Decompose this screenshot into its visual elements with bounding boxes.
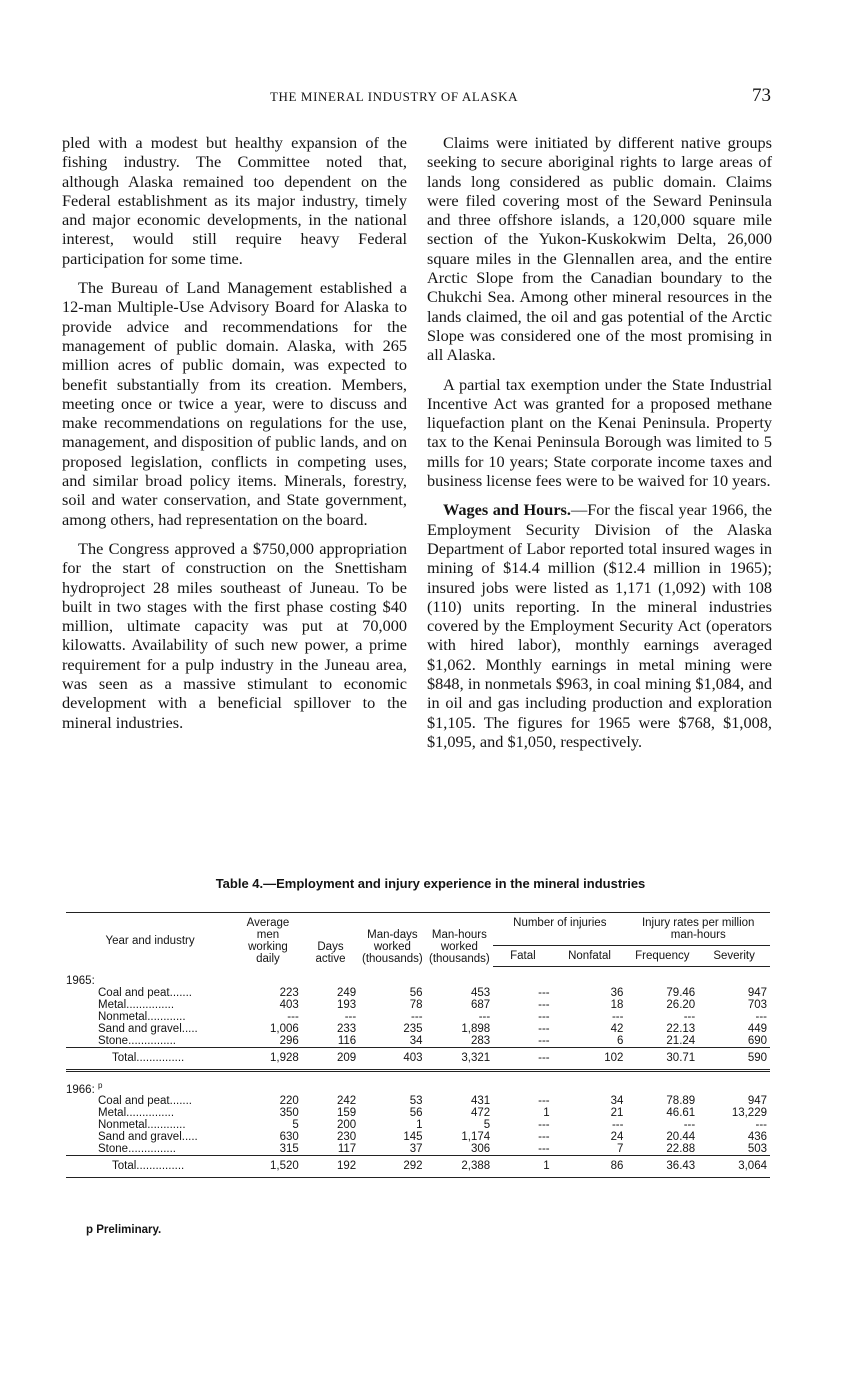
cell: 223 [279, 986, 299, 999]
cell: 18 [610, 998, 624, 1011]
cell: 24 [610, 1131, 624, 1144]
cell: 1,928 [234, 1047, 302, 1070]
paragraph: The Bureau of Land Management established a 12-man Multiple-Use Advisory Board for Alaska to provide advice and recommendations for the management of public domain. Alaska, with 265 million acres of public domain, was expected to benefit substantially from its creation. Members, meeting once or twice a year, were to discuss and make recommendations on regulations for the use, management, and disposition of public lands, and on proposed legislation, conflicts in competing uses, and similar broad policy items. Minerals, forestry, soil and water conservation, and State government, among others, had representation on the board. [62, 278, 407, 529]
header-injury-rates: Injury rates per million man-hours [626, 913, 770, 946]
table-row [66, 1011, 770, 1023]
cell: 34 [409, 1034, 423, 1047]
table-row [66, 1023, 770, 1035]
table-row [66, 1119, 770, 1131]
header-number-of-injuries: Number of injuries [493, 913, 626, 946]
cell: 21.24 [666, 1034, 696, 1047]
header-avg-men: Average men working daily [234, 913, 302, 967]
dot-leader: ............... [126, 998, 175, 1011]
table-row [66, 1035, 770, 1048]
cell: 449 [747, 1022, 767, 1035]
cell: 22.13 [666, 1022, 696, 1035]
dot-leader: ..... [181, 1131, 198, 1144]
cell: --- [344, 1010, 357, 1023]
paragraph: pled with a modest but healthy expansion of the fishing industry. The Committee noted that, although Alaska remained too dependent on the Federal establishment as its major industry, timely and major economic developments, in the national interest, would still require heavy Federal participation for some time. [62, 133, 407, 268]
industry-cell: Sand and gravel..... [98, 1022, 198, 1035]
header-nonfatal: Nonfatal [553, 946, 627, 966]
cell: 1 [416, 1119, 423, 1132]
cell: 5 [483, 1119, 491, 1132]
table-row [66, 1107, 770, 1119]
cell: 690 [747, 1034, 767, 1047]
year-label: 1966: [66, 1083, 95, 1096]
cell: 233 [337, 1022, 357, 1035]
cell: 5 [292, 1119, 299, 1132]
header-days-active: Days active [302, 913, 359, 967]
cell: 192 [302, 1156, 359, 1178]
cell: 230 [337, 1131, 357, 1144]
cell: 20.44 [666, 1131, 696, 1144]
cell: --- [538, 1010, 550, 1023]
industry-cell: Sand and gravel..... [98, 1131, 198, 1144]
header-year-industry: Year and industry [66, 913, 234, 967]
cell: 403 [359, 1047, 425, 1070]
cell: 472 [471, 1107, 491, 1120]
cell: --- [538, 1119, 550, 1132]
table-row [66, 1095, 770, 1107]
cell: 21 [610, 1107, 624, 1120]
cell: --- [683, 1010, 696, 1023]
cell: --- [755, 1010, 767, 1023]
cell: 292 [359, 1156, 425, 1178]
table-row [66, 1131, 770, 1143]
dot-leader: ............... [128, 1034, 176, 1047]
industry-cell: Coal and peat....... [98, 1095, 192, 1108]
paragraph-text: —For the fiscal year 1966, the Employment Security Division of the Alaska Department of Labor reported total insured wages in mining of $14.4 million ($12.4 million in 1965); insured jobs were listed as 1,171 (1,092) with 108 (110) units reporting. In the mineral industries covered by the Employment Security Act (operators with hired labor), monthly earnings averaged $1,062. Monthly earnings in metal mining were $848, in nonmetals $963, in coal mining $1,084, and in oil and gas including production and exploration $1,105. The figures for 1965 were $768, $1,008, $1,095, and $1,050, respectively. [427, 500, 772, 751]
cell: 36.43 [626, 1156, 698, 1178]
cell: 249 [337, 986, 357, 999]
year-row [66, 1070, 770, 1095]
cell: --- [538, 1022, 550, 1035]
table-row [66, 987, 770, 999]
page-number: 73 [752, 85, 771, 106]
cell: 56 [409, 986, 423, 999]
industry-cell: Metal............... [98, 1107, 175, 1120]
cell: 2,388 [426, 1156, 494, 1178]
cell: 1,898 [461, 1022, 491, 1035]
cell: 6 [617, 1034, 624, 1047]
running-title: THE MINERAL INDUSTRY OF ALASKA [270, 89, 519, 104]
cell: 200 [337, 1119, 357, 1132]
cell: 1 [543, 1107, 550, 1120]
cell: --- [538, 1143, 550, 1156]
dot-leader: ............... [128, 1143, 176, 1156]
cell: 3,321 [426, 1047, 494, 1070]
cell: --- [538, 986, 550, 999]
cell: 13,229 [731, 1107, 767, 1120]
cell: 630 [279, 1131, 299, 1144]
total-row [66, 1156, 770, 1178]
cell: --- [538, 998, 550, 1011]
cell: 78 [409, 998, 423, 1011]
cell: 220 [279, 1095, 299, 1108]
cell: 145 [403, 1131, 423, 1144]
dot-leader: ..... [181, 1022, 198, 1035]
cell: 86 [553, 1156, 627, 1178]
paragraph: The Congress approved a $750,000 appropriation for the start of construction on the Snettisham hydroproject 28 miles southeast of Juneau. To be built in two stages with the first phase costing $40 million, ultimate capacity was put at 70,000 kilowatts. Availability of such new power, a prime requirement for a pulp industry in the Juneau area, was seen as a massive stimulant to economic development with a beneficial spillover to the mineral industries. [62, 538, 407, 732]
employment-injury-table [66, 912, 770, 1178]
header-man-days: Man-days worked (thousands) [359, 913, 425, 967]
cell: --- [755, 1119, 767, 1132]
cell: 687 [471, 998, 491, 1011]
table-footnote: p Preliminary. [86, 1224, 162, 1236]
cell: 37 [409, 1143, 423, 1156]
cell: --- [611, 1119, 624, 1132]
industry-cell: Nonmetal............ [98, 1119, 186, 1132]
cell: --- [478, 1010, 491, 1023]
dot-leader: ....... [169, 986, 192, 999]
cell: 46.61 [666, 1107, 696, 1120]
cell: 42 [610, 1022, 624, 1035]
cell: 590 [698, 1047, 770, 1070]
cell: 947 [747, 986, 767, 999]
cell: 159 [337, 1107, 357, 1120]
cell: --- [538, 1131, 550, 1144]
industry-cell: Stone............... [98, 1143, 176, 1156]
cell: 431 [471, 1095, 491, 1108]
header-fatal: Fatal [493, 946, 552, 966]
industry-cell: Stone............... [98, 1034, 176, 1047]
cell: 209 [302, 1047, 359, 1070]
year-row [66, 966, 770, 987]
total-label: Total............... [66, 1047, 234, 1070]
cell: 242 [337, 1095, 357, 1108]
header-man-hours: Man-hours worked (thousands) [426, 913, 494, 967]
cell: 79.46 [666, 986, 696, 999]
cell: 283 [471, 1034, 491, 1047]
cell: --- [611, 1010, 624, 1023]
cell: 117 [337, 1143, 357, 1156]
cell: 947 [747, 1095, 767, 1108]
total-row [66, 1047, 770, 1070]
header-frequency: Frequency [626, 946, 698, 966]
dot-leader: ............ [147, 1119, 186, 1132]
cell: 116 [337, 1034, 357, 1047]
cell: 403 [279, 998, 299, 1011]
section-run-in-heading: Wages and Hours. [443, 500, 571, 520]
cell: 235 [403, 1022, 423, 1035]
table-title: Table 4.—Employment and injury experience in the mineral industries [215, 876, 646, 891]
cell: 36 [610, 986, 624, 999]
industry-cell: Metal............... [98, 998, 175, 1011]
cell: 22.88 [666, 1143, 696, 1156]
cell: 193 [337, 998, 357, 1011]
cell: 78.89 [666, 1095, 696, 1108]
cell: --- [493, 1047, 552, 1070]
preliminary-mark: p [97, 1080, 103, 1090]
dot-leader: ............... [126, 1107, 175, 1120]
total-label: Total............... [66, 1156, 234, 1178]
cell: --- [411, 1010, 423, 1023]
header-severity: Severity [698, 946, 770, 966]
year-label: 1965: [66, 974, 95, 987]
industry-cell: Coal and peat....... [98, 986, 192, 999]
cell: 436 [747, 1131, 767, 1144]
dot-leader: ............... [136, 1160, 185, 1173]
cell: 703 [747, 998, 767, 1011]
cell: 56 [409, 1107, 423, 1120]
cell: 350 [279, 1107, 299, 1120]
paragraph [427, 500, 772, 751]
cell: --- [538, 1034, 550, 1047]
cell: --- [538, 1095, 550, 1108]
left-column [62, 133, 407, 742]
cell: 1,006 [270, 1022, 299, 1035]
cell: 7 [617, 1143, 624, 1156]
cell: 306 [471, 1143, 491, 1156]
cell: 315 [279, 1143, 299, 1156]
industry-cell: Nonmetal............ [98, 1010, 186, 1023]
cell: --- [287, 1010, 299, 1023]
cell: 296 [279, 1034, 299, 1047]
cell: 34 [610, 1095, 624, 1108]
cell: 3,064 [698, 1156, 770, 1178]
paragraph: Claims were initiated by different native groups seeking to secure aboriginal rights to large areas of lands long considered as public domain. Claims were filed covering most of the Seward Peninsula and three offshore islands, a 120,000 square mile section of the Yukon-Kuskokwim Delta, 26,000 square miles in the Glennallen area, and the entire Arctic Slope from the Canadian boundary to the Chukchi Sea. Among other mineral resources in the lands claimed, the oil and gas potential of the Arctic Slope was considered one of the most promising in all Alaska. [427, 133, 772, 365]
paragraph: A partial tax exemption under the State Industrial Incentive Act was granted for a proposed methane liquefaction plant on the Kenai Peninsula. Property tax to the Kenai Peninsula Borough was limited to 5 mills for 10 years; State corporate income taxes and business license fees were to be waived for 10 years. [427, 374, 772, 491]
table-row [66, 1143, 770, 1156]
cell: 102 [553, 1047, 627, 1070]
right-column [427, 133, 772, 761]
dot-leader: ............ [147, 1010, 186, 1023]
cell: 503 [747, 1143, 767, 1156]
cell: 53 [409, 1095, 423, 1108]
table-row [66, 999, 770, 1011]
cell: 1 [493, 1156, 552, 1178]
cell: --- [683, 1119, 696, 1132]
dot-leader: ....... [169, 1095, 192, 1108]
cell: 30.71 [626, 1047, 698, 1070]
cell: 26.20 [666, 998, 696, 1011]
cell: 453 [471, 986, 491, 999]
running-head [0, 85, 861, 109]
cell: 1,520 [234, 1156, 302, 1178]
dot-leader: ............... [136, 1051, 185, 1064]
cell: 1,174 [461, 1131, 491, 1144]
